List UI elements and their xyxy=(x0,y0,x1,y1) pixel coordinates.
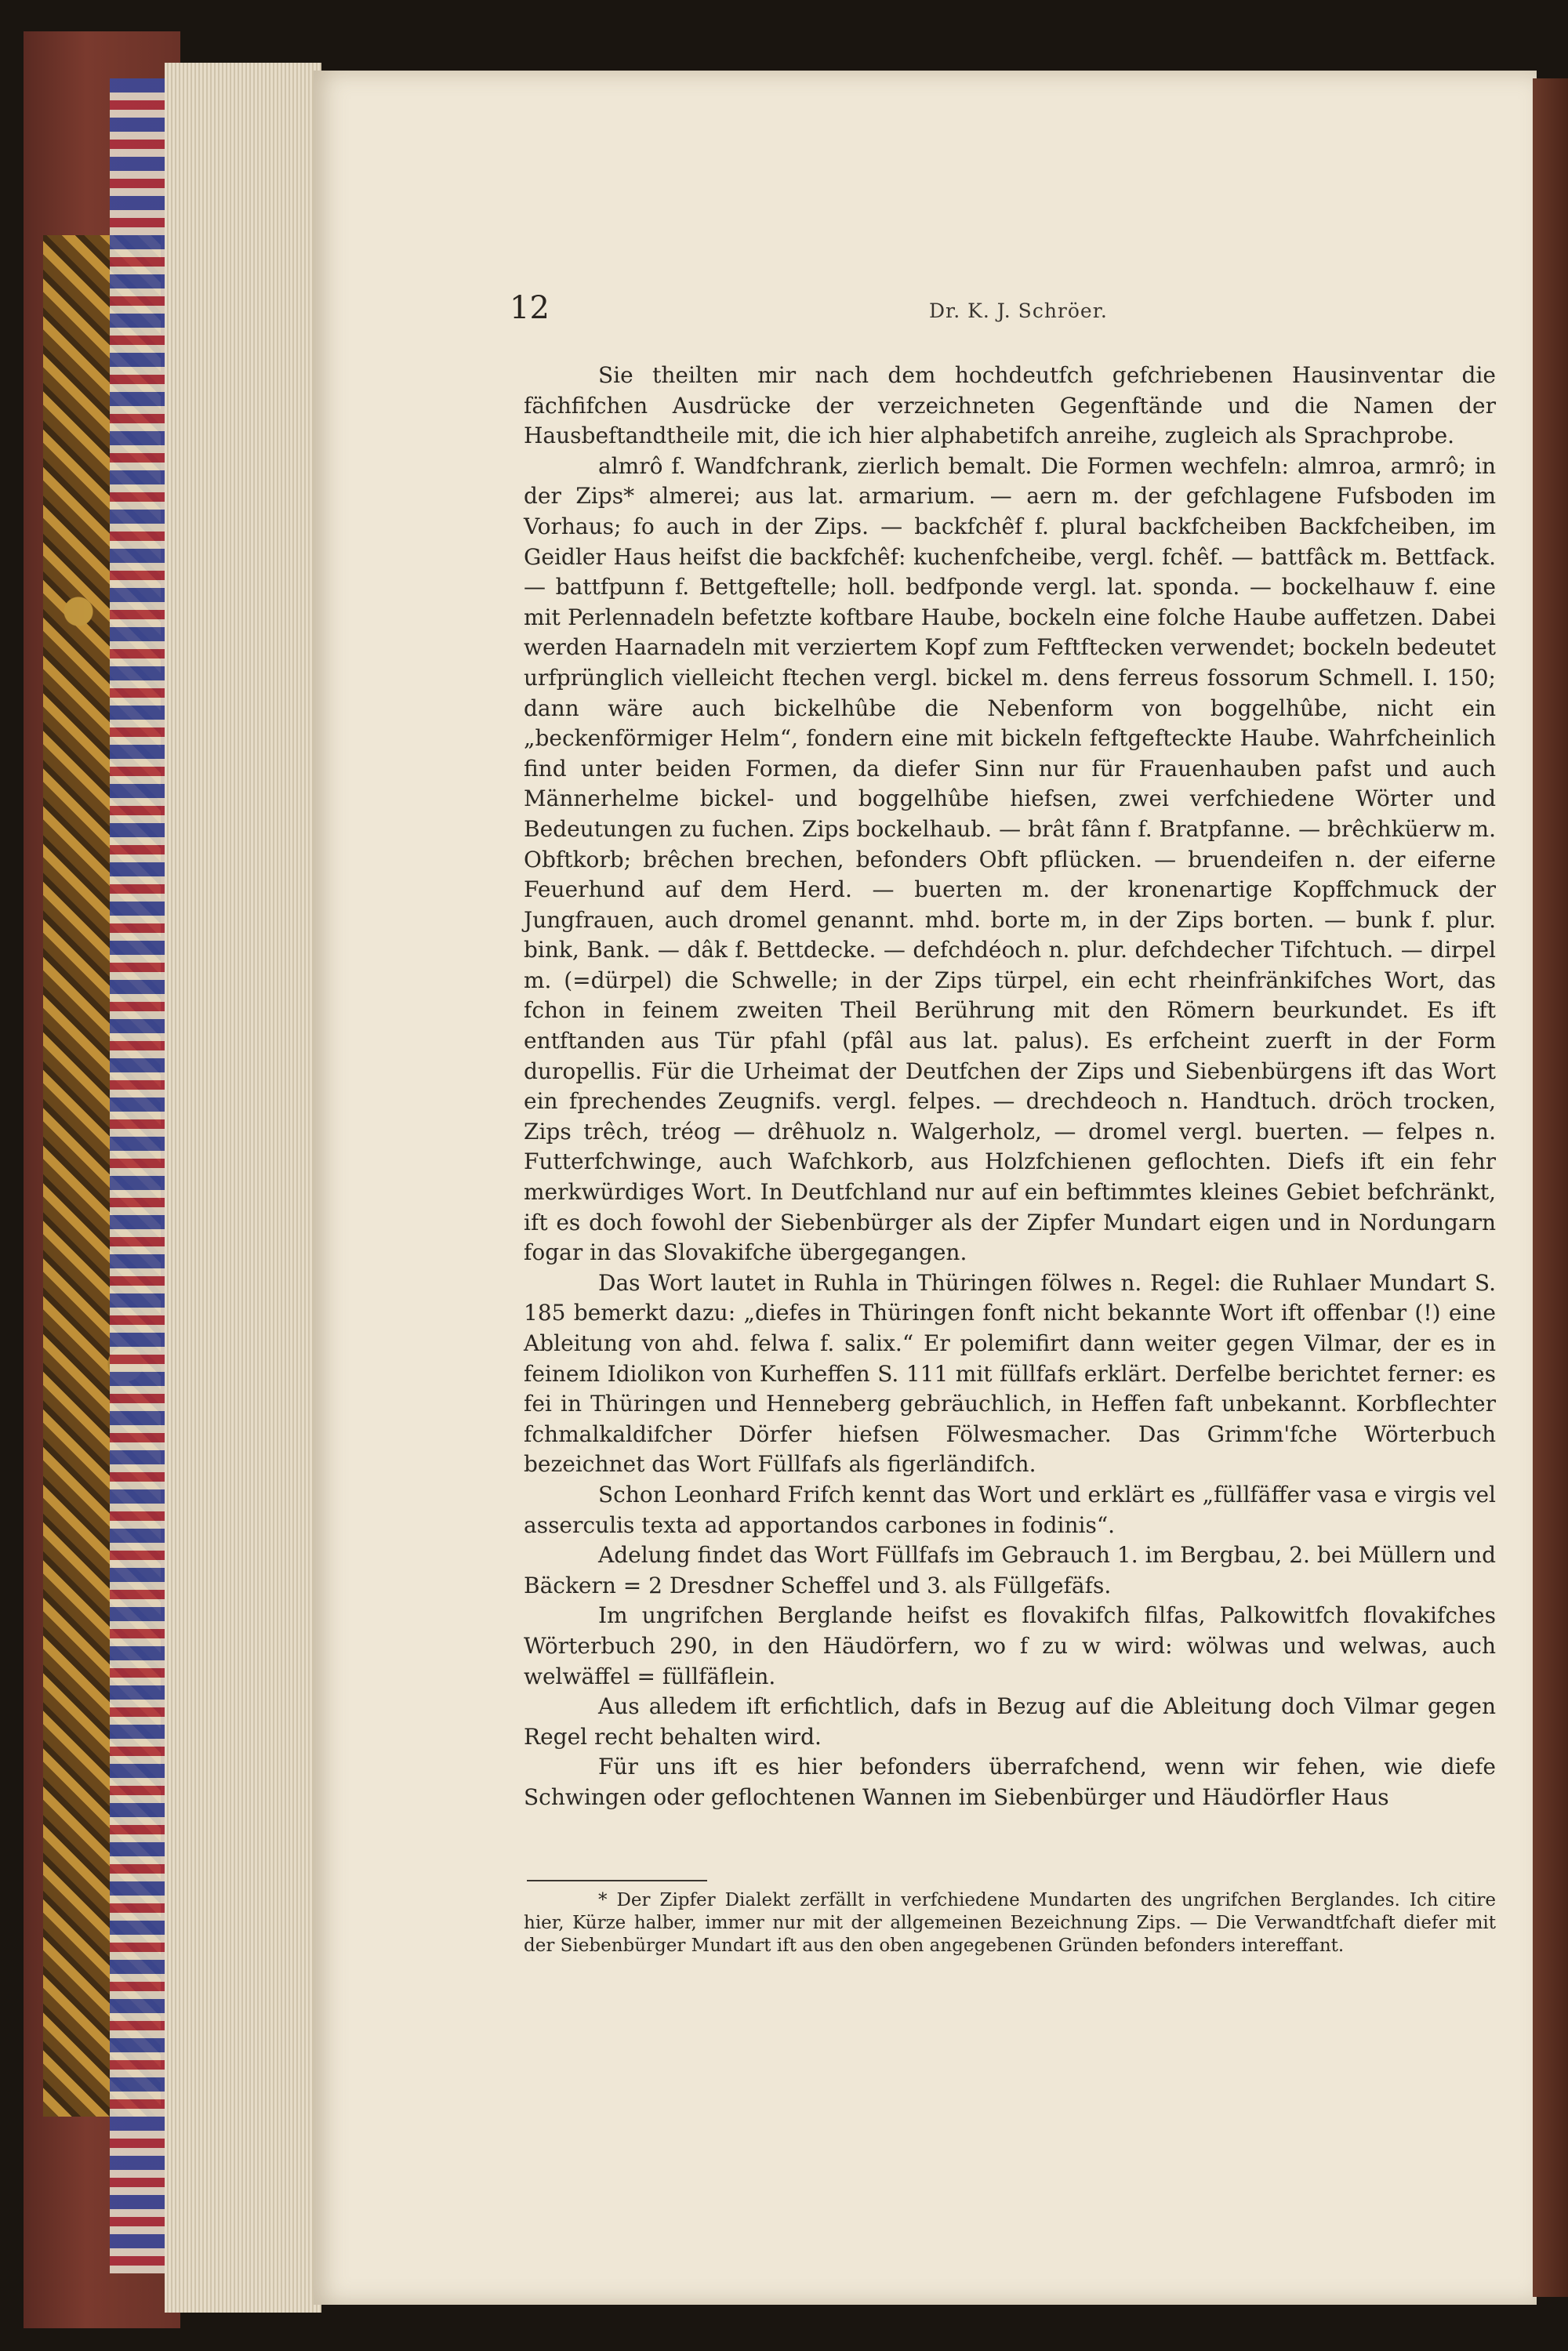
paragraph: Das Wort lautet in Ruhla in Thüringen fölwes n. Regel: die Ruhlaer Mundart S. 185 bemerkt dazu: „diefes in Thüringen fonft nicht bekannte Wort ift offenbar (!) eine Ableitung von ahd. felwa f. salix.“ Er polemifirt dann weiter gegen Vilmar, der es in feinem Idiolikon von Kurheffen S. 111 mit füllfafs erklärt. Derfelbe berichtet ferner: es fei in Thüringen und Henneberg gebräuchlich, in Heffen faft unbekannt. Korbflechter fchmalkaldifcher Dörfer hiefsen Fölwesmacher. Das Grimm'fche Wörterbuch bezeichnet das Wort Füllfafs als figerländifch. xyxy=(524,1269,1496,1478)
page-stack-edge xyxy=(165,63,321,2313)
paragraph: almrô f. Wandfchrank, zierlich bemalt. Die Formen wechfeln: almroa, armrô; in der Zips* almerei; aus lat. armarium. — aern m. der gefchlagene Fufsboden im Vorhaus; fo auch in der Zips. — backfchêf f. plural backfcheiben Backfcheiben, im Geidler Haus heifst die backfchêf: kuchenfcheibe, vergl. fchêf. — battfâck m. Bettfack. — battfpunn f. Bettgeftelle; holl. bedfponde vergl. lat. sponda. — bockelhauw f. eine mit Perlennadeln befetzte koftbare Haube, bockeln eine folche Haube auffetzen. Dabei werden Haarnadeln mit verziertem Kopf zum Feftftecken verwendet; bockeln bedeutet urfprünglich vielleicht ftechen vergl. bickel m. dens ferreus fossorum Schmell. I. 150; dann wäre auch bickelhûbe die Nebenform von boggelhûbe, nicht ein „beckenförmiger Helm“, fondern eine mit bickeln feftgefteckte Haube. Wahrfcheinlich find unter beiden Formen, da diefer Sinn nur für Frauenhauben pafst und auch Männerhelme bickel- und boggelhûbe hiefsen, zwei verfchiedene Wörter und Bedeutungen zu fuchen. Zips bockelhaub. — brât fânn f. Bratpfanne. — brêchküerw m. Obftkorb; brêchen brechen, befonders Obft pflücken. — bruendeifen n. der eiferne Feuerhund auf dem Herd. — buerten m. der kronenartige Kopffchmuck der Jungfrauen, auch dromel genannt. mhd. borte m, in der Zips borten. — bunk f. plur. bink, Bank. — dâk f. Bettdecke. — defchdéoch n. plur. defchdecher Tifchtuch. — dirpel m. (=dürpel) die Schwelle; in der Zips türpel, ein echt rheinfränkifches Wort, das fchon in feinem zweiten Theil Berührung mit den Römern beurkundet. Es ift entftanden aus Tür pfahl (pfâl aus lat. palus). Es erfcheint zuerft in der Form duropellis. Für die Urheimat der Deutfchen der Zips und Siebenbürgens ift das Wort ein fprechendes Zeugnifs. vergl. felpes. — drechdeoch n. Handtuch. dröch trocken, Zips trêch, tréog — drêhuolz n. Walgerholz, — dromel vergl. buerten. — felpes n. Futterfchwinge, auch Wafchkorb, aus Holzfchienen geflochten. Diefs ift ein fehr merkwürdiges Wort. In Deutfchland nur auf ein beftimmtes kleines Gebiet befchränkt, ift es doch fowohl der Siebenbürger als der Zipfer Mundart eigen und in Nordungarn fogar in das Slovakifche übergegangen. xyxy=(524,452,1496,1266)
running-head: Dr. K. J. Schröer. xyxy=(929,299,1108,322)
paragraph: Sie theilten mir nach dem hochdeutfch gefchriebenen Hausinventar die fächfifchen Ausdrücke der verzeichneten Gegenftände und die Namen der Hausbeftandtheile mit, die ich hier alphabetifch anreihe, zugleich als Sprachprobe. xyxy=(524,362,1496,449)
footnote xyxy=(524,1889,1496,1957)
paragraph: Schon Leonhard Frifch kennt das Wort und erklärt es „füllfäffer vasa e virgis vel asserculis texta ad apportandos carbones in fodinis“. xyxy=(524,1481,1496,1538)
right-cover-edge xyxy=(1533,78,1568,2297)
paragraph: Im ungrifchen Berglande heifst es flovakifch filfas, Palkowitfch flovakifches Wörterbuch 290, in den Häudörfern, wo f zu w wird: wölwas und welwas, auch welwäffel = füllfäflein. xyxy=(524,1602,1496,1689)
page-header xyxy=(510,290,1552,337)
footnote-rule xyxy=(527,1880,707,1881)
paragraph: Für uns ift es hier befonders überrafchend, wenn wir fehen, wie diefe Schwingen oder geflochtenen Wannen im Siebenbürger und Häudörfler Haus xyxy=(524,1754,1496,1810)
body-text xyxy=(524,361,1496,1813)
paragraph: Aus alledem ift erfichtlich, dafs in Bezug auf die Ableitung doch Vilmar gegen Regel recht behalten wird. xyxy=(524,1693,1496,1750)
page-number: 12 xyxy=(510,290,550,326)
paragraph: Adelung findet das Wort Füllfafs im Gebrauch 1. im Bergbau, 2. bei Müllern und Bäckern = 2 Dresdner Scheffel und 3. als Füllgefäfs. xyxy=(524,1542,1496,1598)
footnote-text: * Der Zipfer Dialekt zerfällt in verfchiedene Mundarten des ungrifchen Berglandes. Ich citire hier, Kürze halber, immer nur mit der allgemeinen Bezeichnung Zips. — Die Verwandtfchaft diefer mit der Siebenbürger Mundart ift aus den oben angegebenen Gründen befonders intereffant. xyxy=(524,1890,1496,1956)
